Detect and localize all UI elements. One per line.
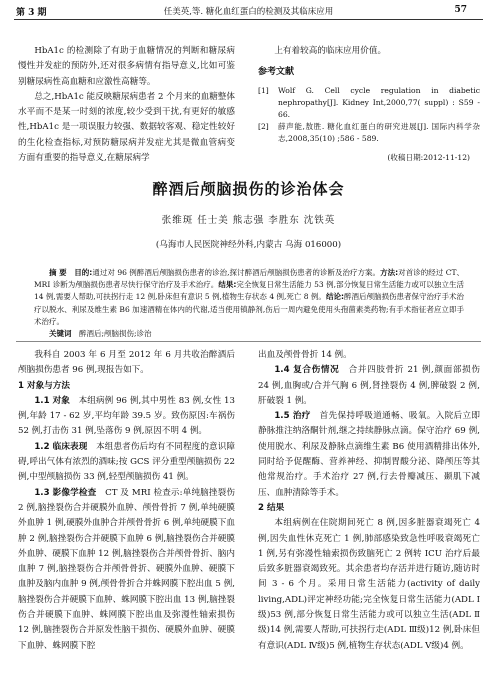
affiliation: (乌海市人民医院神经外科,内蒙古 乌海 016000) bbox=[155, 240, 342, 250]
abstract-sentence: 对首诊的经过 CT、MRI 诊断为颅脑损伤患者尽快行保守治疗及手术治疗。 bbox=[34, 268, 465, 290]
paragraph-text: CT 及 MRI 检查示:单纯脑挫裂伤 2 例,脑挫裂伤合并硬膜外血肿、颅骨骨折 7 例,单纯硬膜外血肿 1 例,硬膜外血肿合并颅骨骨折 6 例,单纯硬膜下血肿 2 例,脑挫裂伤合并硬膜下血肿 6 例,脑挫裂伤合并硬膜外血肿、硬膜下血肿 12 例,脑挫裂伤合并颅骨骨折、脑内血肿 7 例,脑挫裂伤合并颅骨骨折、硬膜外血肿、硬膜下血肿及脑内血肿 9 例,颅骨骨折合并蛛网膜下腔出血 5 例,脑挫裂伤合并硬膜下血肿、蛛网膜下腔出血 13 例,脑挫裂伤合并硬膜下血肿、蛛网膜下腔出血及弥漫性轴索损伤 12 例,脑挫裂伤合并原发性脑干损伤、硬膜外血肿、硬膜下血肿、蛛网膜下腔 bbox=[18, 487, 235, 651]
subsection-heading: 1.3 影像学检查 bbox=[34, 487, 97, 498]
running-title: 任美英,等. 糖化血红蛋白的检测及其临床应用 bbox=[163, 7, 334, 17]
issue-number: 第 3 期 bbox=[16, 8, 47, 18]
abstract-sentence: 通过对 96 例醉酒后颅脑损伤患者的诊治,探讨醉酒后颅脑损伤患者的诊断及治疗方案。 bbox=[92, 268, 381, 277]
section-heading: 2 结果 bbox=[258, 502, 285, 513]
top-right-column bbox=[258, 44, 480, 165]
section-heading: 1 对象与方法 bbox=[18, 380, 70, 391]
keywords: 醉酒后;颅脑损伤;诊治 bbox=[79, 329, 152, 339]
paragraph: 我科自 2003 年 6 月至 2012 年 6 月共收治醉酒后颅脑损伤患者 96 例,现报告如下。 bbox=[18, 350, 235, 376]
keywords-line bbox=[34, 328, 464, 340]
paragraph-text: 本组患者伤后均有不同程度的意识障碍,呼出气体有浓烈的酒味;按 GCS 评分重型颅脑损伤 22 例,中型颅脑损伤 33 例,轻型颅脑损伤 41 例。 bbox=[18, 441, 235, 483]
section-divider bbox=[16, 341, 481, 342]
subsection-heading: 1.4 复合伤情况 bbox=[274, 365, 340, 376]
abstract-sentence: 完全恢复日常生活能力 53 例,部分恢复日常生活能力或可以独立生活 14 例,需要人帮助,可扶拐行走 12 例,卧床但有意识 5 例,植物生存状态 4 例,死亡 8 例。 bbox=[34, 280, 464, 302]
abstract-label: 摘 要 bbox=[49, 268, 67, 277]
paragraph: HbA1c 的检测除了有助于血糖情况的判断和糖尿病慢性并发症的预防外,还对很多病情有指导意义,比如可鉴别糖尿病性高血糖和应激性高糖等。 bbox=[18, 46, 235, 87]
header-rule bbox=[14, 19, 483, 20]
reference-number: [2] bbox=[258, 122, 269, 132]
paragraph-text: 首先保持呼吸道通畅、吸氧。入院后立即静脉推注纳洛酮针剂,继之持续静脉点滴。保守治疗 69 例,使用脱水、利尿及静脉点滴维生素 B6 使用酒精排出体外,同时给予促醒酶、营养神经、抑制胃酸分泌、降颅压等其他常规治疗。手术治疗 27 例,行去骨瓣减压、颞肌下减压、血肿清除等手术。 bbox=[258, 411, 480, 498]
subsection-heading: 1.5 治疗 bbox=[274, 411, 311, 422]
conclusion-tail: 上有着较高的临床应用价值。 bbox=[274, 46, 387, 56]
abstract-subhead: 结果: bbox=[218, 280, 237, 290]
abstract-text bbox=[34, 267, 464, 328]
keywords-label: 关键词 bbox=[49, 329, 72, 339]
authors: 张维斑 任士美 熊志强 李胜东 沈铁英 bbox=[161, 215, 336, 226]
body-left-column bbox=[18, 348, 235, 654]
abstract-subhead: 方法: bbox=[380, 268, 399, 277]
reference-number: [1] bbox=[258, 85, 269, 95]
paragraph bbox=[18, 486, 235, 654]
abstract-sentence: 醉酒后颅脑损伤患者保守治疗手术治疗以脱水、利尿及维生素 B6 加速酒精在体内的代谢,适当使用镇静剂,伤后一周内避免使用头孢菌素类药物;有手术指征者应立即手术治疗。 bbox=[34, 292, 465, 326]
running-header bbox=[0, 0, 497, 22]
subsection-heading: 1.2 临床表现 bbox=[34, 441, 88, 452]
reference-item bbox=[258, 121, 480, 145]
abstract-subhead: 结论: bbox=[325, 292, 344, 302]
received-date: (收稿日期:2012-11-12) bbox=[387, 152, 470, 162]
paragraph bbox=[258, 409, 480, 501]
reference-item bbox=[258, 85, 480, 122]
top-left-column bbox=[18, 44, 235, 166]
body-right-column bbox=[258, 348, 480, 654]
page-number: 57 bbox=[454, 5, 467, 15]
paragraph-continued: 出血及颅骨骨折 14 例。 bbox=[258, 350, 352, 360]
reference-text: 薛声能,敖胜. 糖化血红蛋白的研究进展[J]. 国际内科学杂志,2008,35(10) ;586 - 589. bbox=[278, 122, 480, 144]
paragraph-text: 本组病例 96 例,其中男性 83 例,女性 13 例,年龄 17 - 62 岁,平均年龄 39.5 岁。致伤原因:车祸伤 52 例,打击伤 31 例,坠落伤 9 例,原因不明 4 例。 bbox=[18, 395, 235, 437]
reference-text: Wolf G. Cell cycle regulation in diabetic nephropathy[J]. Kidney Int,2000,77( suppl) : S59 - 66. bbox=[278, 85, 480, 119]
paragraph: 本组病例在住院期间死亡 8 例,因多脏器衰竭死亡 4 例,因失血性休克死亡 1 例,肺部感染致急性呼吸衰竭死亡 1 例,另有弥漫性轴索损伤致脑死亡 2 例转 ICU 治疗后最后致多脏器衰竭致死。其余患者均存活并进行随访,随访时间 3 - 6 个月。采用日常生活能力(activity of daily living,ADL)评定神经功能;完全恢复日常生活能力(ADL Ⅰ级)53 例,部分恢复日常生活能力或可以独立生活(ADL Ⅱ级)14 例,需要人帮助,可扶拐行走(ADL Ⅲ级)12 例,卧床但有意识(ADL Ⅳ级)5 例,植物生存状态(ADL Ⅴ级)4 例。 bbox=[258, 518, 480, 651]
paragraph bbox=[258, 363, 480, 409]
paragraph bbox=[18, 440, 235, 486]
paragraph: 总之,HbA1c 能反映糖尿病患者 2 个月来的血糖整体水平而不是某一时刻的浓度,较少受到干扰,有更好的敏感性,HbA1c 是一项误服力较强、数据较客观、稳定性较好的生化检查指标,对预防糖尿病并发症尤其是微血管病变方面有重要的指导意义,在糖尿病学 bbox=[18, 91, 235, 164]
references-list bbox=[258, 85, 480, 146]
abstract bbox=[34, 267, 464, 340]
article-title: 醉酒后颅脑损伤的诊治体会 bbox=[152, 180, 345, 198]
references-heading: 参考文献 bbox=[258, 67, 295, 78]
abstract-subhead: 目的: bbox=[74, 268, 93, 277]
paragraph-text: 合并四肢骨折 21 例,颜面部损伤 24 例,血胸或/合并气胸 6 例,肾挫裂伤 4 例,脾破裂 2 例,肝破裂 1 例。 bbox=[258, 365, 480, 406]
paragraph bbox=[18, 394, 235, 440]
subsection-heading: 1.1 对象 bbox=[34, 395, 70, 406]
